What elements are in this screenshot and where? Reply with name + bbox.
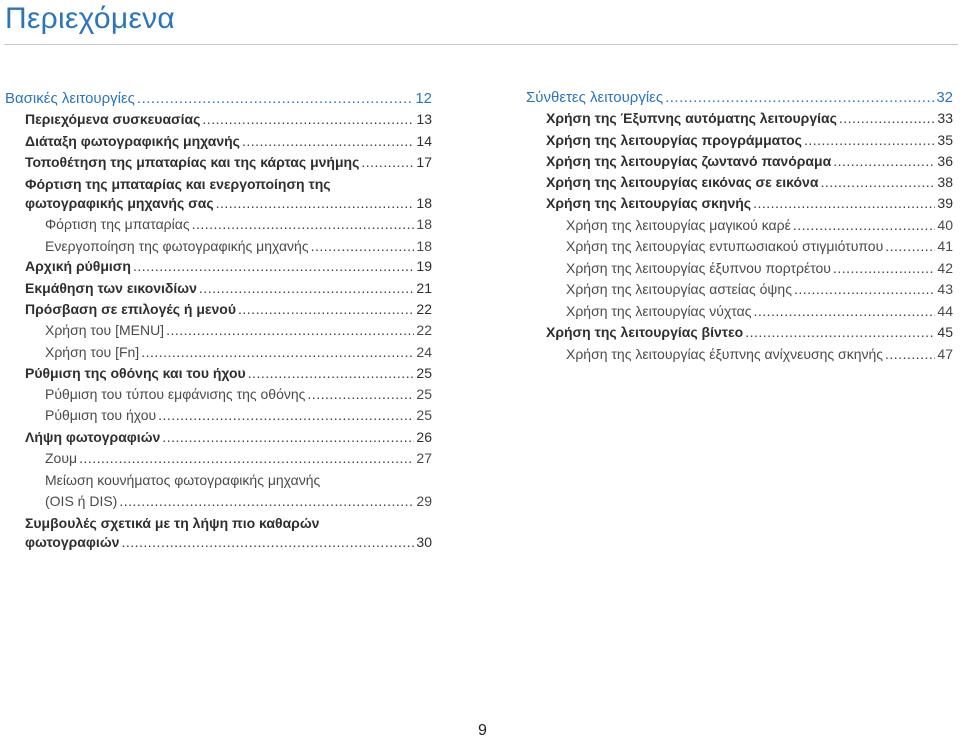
dot-leader xyxy=(192,214,415,235)
toc-entry[interactable] xyxy=(25,427,432,448)
dot-leader xyxy=(166,320,414,341)
toc-entry-page: 26 xyxy=(416,429,432,445)
toc-entry[interactable] xyxy=(25,532,432,553)
dot-leader xyxy=(311,236,415,257)
toc-entry-line[interactable]: Φόρτιση της μπαταρίας και ενεργοποίηση της xyxy=(25,176,331,192)
toc-entry-page: 47 xyxy=(937,346,953,362)
dot-leader xyxy=(885,344,935,365)
toc-entry-page: 25 xyxy=(416,365,432,381)
dot-leader xyxy=(804,130,935,151)
toc-entry-page: 18 xyxy=(416,216,432,232)
toc-entry-title: Περιεχόμενα συσκευασίας xyxy=(25,111,201,127)
toc-entry-title: Βασικές λειτουργίες xyxy=(5,90,135,107)
toc-entry[interactable] xyxy=(25,131,432,152)
page-number: 9 xyxy=(478,722,487,739)
toc-entry-title: Εκμάθηση των εικονιδίων xyxy=(25,280,197,296)
toc-entry[interactable] xyxy=(566,258,953,279)
toc-entry-page: 44 xyxy=(937,303,953,319)
toc-entry[interactable] xyxy=(25,363,432,384)
dot-leader xyxy=(248,363,415,384)
dot-leader xyxy=(793,215,936,236)
toc-entry-title: Χρήση του [Fn] xyxy=(45,344,140,360)
toc-entry-title: Ρύθμιση του τύπου εμφάνισης της οθόνης xyxy=(45,386,306,402)
toc-entry[interactable] xyxy=(45,342,432,363)
toc-entry-page: 17 xyxy=(416,154,432,170)
toc-entry[interactable] xyxy=(5,88,432,109)
toc-entry[interactable] xyxy=(45,448,432,469)
toc-entry[interactable] xyxy=(566,279,953,300)
toc-entry[interactable] xyxy=(25,152,432,173)
dot-leader xyxy=(121,532,414,553)
toc-entry-page: 21 xyxy=(416,280,432,296)
toc-entry[interactable] xyxy=(546,108,953,129)
toc-entry-title: Τοποθέτηση της μπαταρίας και της κάρτας μνήμης xyxy=(25,154,360,170)
toc-entry-page: 22 xyxy=(416,301,432,317)
toc-entry-title: (OIS ή DIS) xyxy=(45,493,118,509)
dot-leader xyxy=(307,384,414,405)
toc-entry-title: Χρήση της λειτουργίας έξυπνου πορτρέτου xyxy=(566,260,831,276)
dot-leader xyxy=(216,193,415,214)
toc-entry-line[interactable]: Συμβουλές σχετικά με τη λήψη πιο καθαρών xyxy=(25,515,320,531)
dot-leader xyxy=(202,109,414,130)
toc-entry-title: Ενεργοποίηση της φωτογραφικής μηχανής xyxy=(45,238,309,254)
toc-entry-page: 45 xyxy=(937,324,953,340)
dot-leader xyxy=(833,151,935,172)
dot-leader xyxy=(665,87,934,108)
toc-entry[interactable] xyxy=(45,491,432,512)
toc-entry[interactable] xyxy=(566,301,953,322)
toc-entry-title: Χρήση της λειτουργίας μαγικού καρέ xyxy=(566,217,791,233)
toc-entry[interactable] xyxy=(25,278,432,299)
toc-entry-title: Χρήση της λειτουργίας εντυπωσιακού στιγμιότυπου xyxy=(566,238,884,254)
title-divider xyxy=(4,44,958,45)
dot-leader xyxy=(141,342,414,363)
toc-entry-title: Πρόσβαση σε επιλογές ή μενού xyxy=(25,301,237,317)
toc-entry-title: Χρήση της λειτουργίας έξυπνης ανίχνευσης σκηνής xyxy=(566,346,884,362)
toc-entry[interactable] xyxy=(566,236,953,257)
dot-leader xyxy=(885,236,935,257)
toc-entry-page: 18 xyxy=(416,238,432,254)
dot-leader xyxy=(820,172,935,193)
dot-leader xyxy=(119,491,414,512)
toc-entry-title: Λήψη φωτογραφιών xyxy=(25,429,161,445)
toc-entry-page: 35 xyxy=(937,132,953,148)
toc-entry[interactable] xyxy=(25,193,432,214)
toc-entry[interactable] xyxy=(25,256,432,277)
toc-entry-title: φωτογραφιών xyxy=(25,534,120,550)
toc-entry[interactable] xyxy=(566,215,953,236)
dot-leader xyxy=(158,405,414,426)
toc-entry-title: Χρήση της λειτουργίας εικόνας σε εικόνα xyxy=(546,174,819,190)
dot-leader xyxy=(794,279,935,300)
toc-entry-title: φωτογραφικής μηχανής σας xyxy=(25,195,214,211)
toc-entry[interactable] xyxy=(45,384,432,405)
toc-entry-page: 12 xyxy=(415,90,432,107)
toc-entry-title: Διάταξη φωτογραφικής μηχανής xyxy=(25,133,240,149)
toc-entry-page: 18 xyxy=(416,195,432,211)
toc-entry-title: Χρήση της λειτουργίας νύχτας xyxy=(566,303,752,319)
toc-entry-page: 40 xyxy=(937,217,953,233)
dot-leader xyxy=(753,193,935,214)
toc-entry-title: Χρήση της λειτουργίας προγράμματος xyxy=(546,132,802,148)
toc-entry-line[interactable]: Μείωση κουνήματος φωτογραφικής μηχανής xyxy=(45,472,321,488)
toc-entry[interactable] xyxy=(546,151,953,172)
dot-leader xyxy=(745,322,935,343)
toc-entry-title: Χρήση του [MENU] xyxy=(45,322,165,338)
toc-entry-page: 14 xyxy=(416,133,432,149)
toc-entry-title: Φόρτιση της μπαταρίας xyxy=(45,216,190,232)
toc-entry[interactable] xyxy=(25,109,432,130)
toc-entry-page: 19 xyxy=(416,258,432,274)
dot-leader xyxy=(79,448,414,469)
toc-entry-page: 22 xyxy=(416,322,432,338)
toc-entry-page: 33 xyxy=(937,110,953,126)
dot-leader xyxy=(133,256,414,277)
toc-entry[interactable] xyxy=(45,236,432,257)
toc-entry-title: Ζουμ xyxy=(45,450,78,466)
toc-entry[interactable] xyxy=(25,299,432,320)
dot-leader xyxy=(162,427,414,448)
dot-leader xyxy=(753,301,935,322)
toc-entry[interactable] xyxy=(546,172,953,193)
toc-entry-title: Ρύθμιση του ήχου xyxy=(45,407,157,423)
toc-entry-page: 39 xyxy=(937,195,953,211)
toc-entry-page: 43 xyxy=(937,281,953,297)
toc-entry-page: 42 xyxy=(937,260,953,276)
toc-entry-title: Χρήση της λειτουργίας σκηνής xyxy=(546,195,752,211)
dot-leader xyxy=(242,131,414,152)
toc-entry-page: 36 xyxy=(937,153,953,169)
toc-entry[interactable] xyxy=(45,405,432,426)
toc-entry-page: 38 xyxy=(937,174,953,190)
dot-leader xyxy=(199,278,415,299)
toc-entry-title: Σύνθετες λειτουργίες xyxy=(526,89,664,106)
dot-leader xyxy=(137,88,413,109)
toc-entry[interactable] xyxy=(546,130,953,151)
toc-entry-page: 25 xyxy=(416,407,432,423)
toc-entry-title: Χρήση της λειτουργίας ζωντανό πανόραμα xyxy=(546,153,832,169)
toc-entry-title: Χρήση της Έξυπνης αυτόματης λειτουργίας xyxy=(546,110,837,126)
toc-entry[interactable] xyxy=(45,320,432,341)
toc-entry-page: 27 xyxy=(416,450,432,466)
toc-entry[interactable] xyxy=(526,87,953,108)
toc-entry-page: 32 xyxy=(936,89,953,106)
toc-entry-title: Αρχική ρύθμιση xyxy=(25,258,131,274)
toc-entry-title: Ρύθμιση της οθόνης και του ήχου xyxy=(25,365,246,381)
dot-leader xyxy=(361,152,414,173)
toc-entry[interactable] xyxy=(546,193,953,214)
toc-entry-title: Χρήση της λειτουργίας αστείας όψης xyxy=(566,281,792,297)
dot-leader xyxy=(833,258,935,279)
toc-entry[interactable] xyxy=(546,322,953,343)
toc-entry-page: 13 xyxy=(416,111,432,127)
toc-entry[interactable] xyxy=(566,344,953,365)
toc-entry-page: 41 xyxy=(937,238,953,254)
dot-leader xyxy=(238,299,414,320)
toc-entry[interactable] xyxy=(45,214,432,235)
page-title: Περιεχόμενα xyxy=(5,2,176,35)
toc-entry-page: 30 xyxy=(416,534,432,550)
toc-entry-page: 29 xyxy=(416,493,432,509)
toc-entry-page: 24 xyxy=(416,344,432,360)
toc-entry-page: 25 xyxy=(416,386,432,402)
toc-entry-title: Χρήση της λειτουργίας βίντεο xyxy=(546,324,744,340)
dot-leader xyxy=(839,108,936,129)
